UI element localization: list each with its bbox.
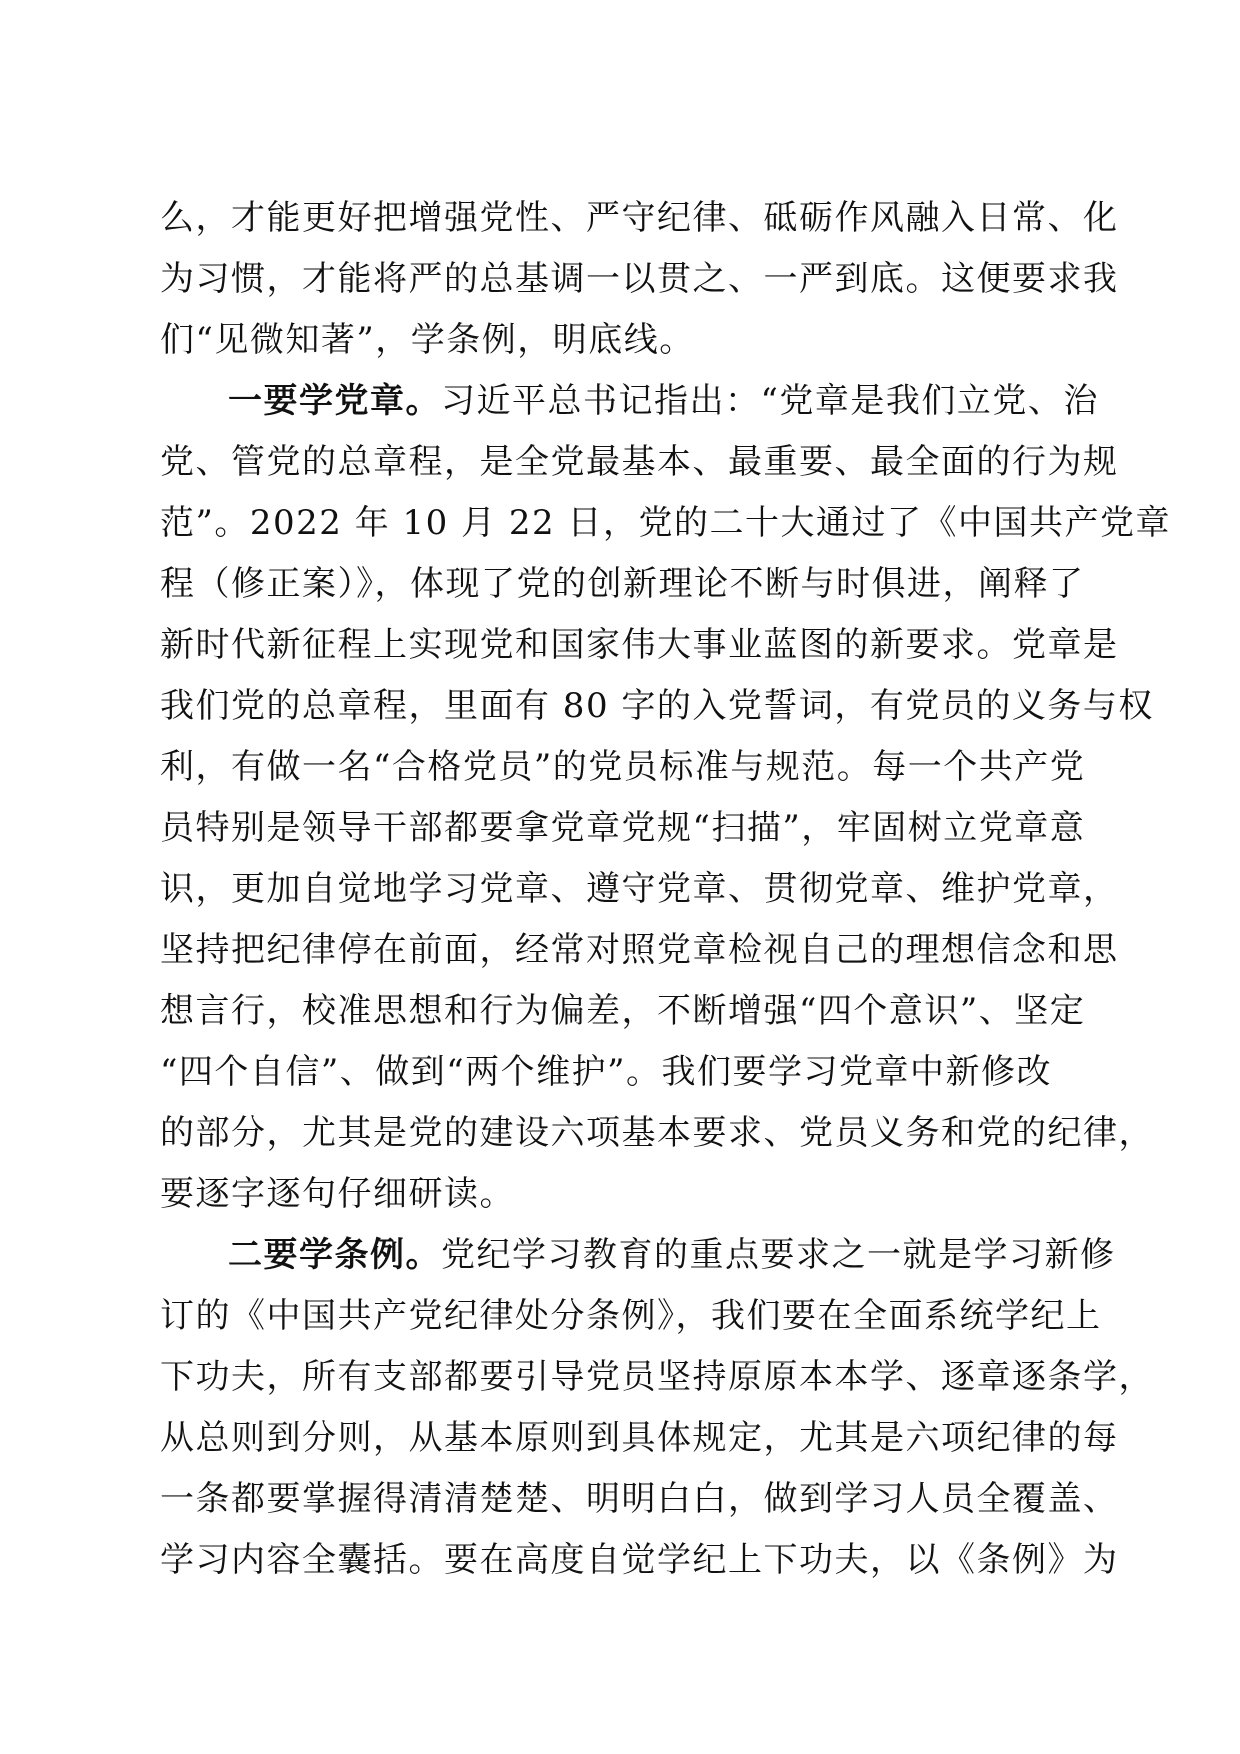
body-line: 要逐字逐句仔细研读。 (160, 1174, 515, 1214)
body-line: 识，更加自觉地学习党章、遵守党章、贯彻党章、维护党章， (160, 869, 1119, 909)
body-line: 为习惯，才能将严的总基调一以贯之、一严到底。这便要求我 (160, 259, 1119, 299)
body-line: 程（修正案）》，体现了党的创新理论不断与时俱进，阐释了 (160, 564, 1085, 604)
section-two-heading: 二要学条例。 (228, 1235, 441, 1275)
body-line: 从总则到分则，从基本原则到具体规定，尤其是六项纪律的每 (160, 1418, 1119, 1458)
document-body (160, 188, 1171, 1591)
body-line: 的部分，尤其是党的建设六项基本要求、党员义务和党的纪律， (160, 1113, 1154, 1153)
body-line: “四个自信”、做到“两个维护”。我们要学习党章中新修改 (160, 1052, 1053, 1092)
body-line: 我们党的总章程，里面有 80 字的入党誓词，有党员的义务与权 (160, 686, 1154, 726)
body-line: 一条都要掌握得清清楚楚、明明白白，做到学习人员全覆盖、 (160, 1479, 1119, 1519)
section-one-heading: 一要学党章。 (228, 381, 441, 421)
body-line: 下功夫，所有支部都要引导党员坚持原原本本学、逐章逐条学， (160, 1357, 1154, 1397)
body-line: 利，有做一名“合格党员”的党员标准与规范。每一个共产党 (160, 747, 1086, 787)
body-line: 么，才能更好把增强党性、严守纪律、砥砺作风融入日常、化 (160, 198, 1119, 238)
body-line: 学习内容全囊括。要在高度自觉学纪上下功夫，以《条例》为 (160, 1540, 1119, 1580)
body-line: 党、管党的总章程，是全党最基本、最重要、最全面的行为规 (160, 442, 1119, 482)
body-line: 们“见微知著”，学条例，明底线。 (160, 320, 695, 360)
body-line: 订的《中国共产党纪律处分条例》，我们要在全面系统学纪上 (160, 1296, 1102, 1336)
body-line: 范”。2022 年 10 月 22 日，党的二十大通过了《中国共产党章 (160, 503, 1171, 543)
body-line: 想言行，校准思想和行为偏差，不断增强“四个意识”、坚定 (160, 991, 1086, 1031)
body-line: 新时代新征程上实现党和国家伟大事业蓝图的新要求。党章是 (160, 625, 1119, 665)
section-two-first-line (160, 1225, 1116, 1286)
body-line: 坚持把纪律停在前面，经常对照党章检视自己的理想信念和思 (160, 930, 1119, 970)
body-line: 员特别是领导干部都要拿党章党规“扫描”，牢固树立党章意 (160, 808, 1086, 848)
section-one-first-line (160, 371, 1099, 432)
section-two-first-line-text: 党纪学习教育的重点要求之一就是学习新修 (441, 1235, 1116, 1275)
section-one-first-line-text: 习近平总书记指出：“党章是我们立党、治 (441, 381, 1099, 421)
